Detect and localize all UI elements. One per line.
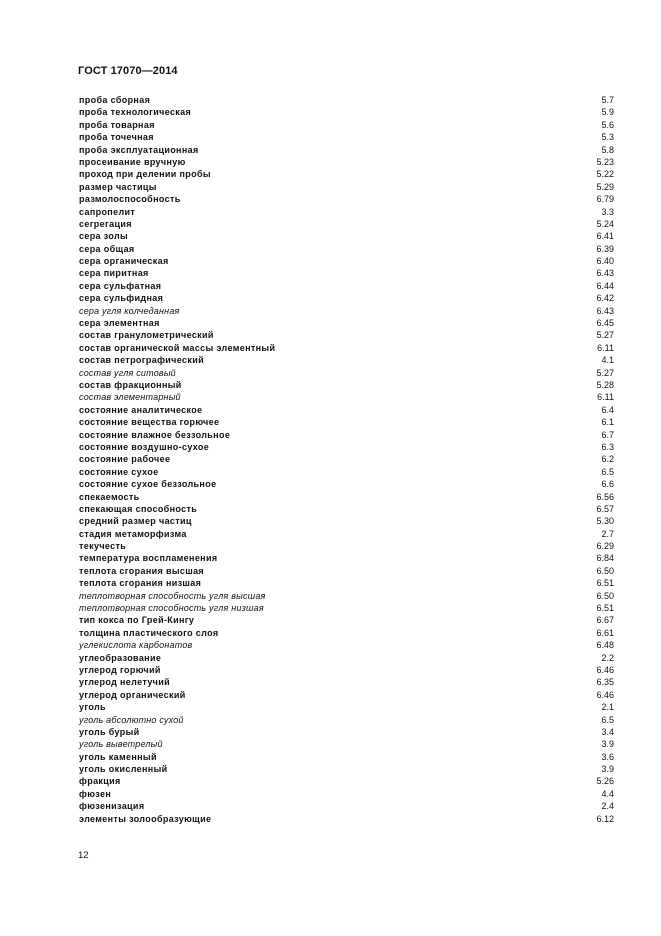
index-reference: 6.5 (601, 714, 614, 725)
index-entry (79, 540, 614, 552)
index-entry (79, 193, 614, 205)
index-term: теплота сгорания низшая (79, 578, 202, 589)
alphabetical-term-index (79, 94, 614, 825)
index-term: сера сульфатная (79, 280, 162, 291)
index-reference: 6.44 (596, 280, 614, 291)
index-term: сера угля колчеданная (79, 305, 180, 316)
index-term: теплотворная способность угля высшая (79, 590, 266, 601)
index-entry (79, 478, 614, 490)
index-term: состав органической массы элементный (79, 342, 276, 353)
index-reference: 6.50 (596, 565, 614, 576)
index-entry (79, 280, 614, 292)
index-reference: 2.7 (601, 528, 614, 539)
index-term: фракция (79, 776, 121, 787)
index-entry (79, 391, 614, 403)
index-entry (79, 466, 614, 478)
index-term: состояние сухое беззольное (79, 479, 217, 490)
index-reference: 5.26 (596, 776, 614, 787)
index-reference: 5.28 (596, 379, 614, 390)
index-entry (79, 255, 614, 267)
index-entry (79, 453, 614, 465)
index-reference: 3.3 (601, 206, 614, 217)
index-entry (79, 429, 614, 441)
index-reference: 6.48 (596, 640, 614, 651)
index-term: толщина пластического слоя (79, 627, 219, 638)
index-term: сера золы (79, 231, 129, 242)
index-term: теплотворная способность угля низшая (79, 603, 264, 614)
index-term: углерод органический (79, 689, 186, 700)
index-term: состав фракционный (79, 379, 182, 390)
index-reference: 6.11 (597, 342, 614, 353)
index-reference: 6.45 (596, 318, 614, 329)
index-term: текучесть (79, 541, 127, 552)
index-reference: 5.27 (596, 367, 614, 378)
index-reference: 6.79 (596, 194, 614, 205)
index-reference: 4.1 (601, 355, 614, 366)
index-entry (79, 701, 614, 713)
page-number: 12 (78, 850, 89, 861)
index-reference: 6.50 (596, 590, 614, 601)
index-entry (79, 503, 614, 515)
index-term: проход при делении пробы (79, 169, 211, 180)
index-term: уголь окисленный (79, 764, 168, 775)
index-reference: 5.23 (596, 156, 614, 167)
index-term: спекающая способность (79, 503, 198, 514)
index-term: состояние сухое (79, 466, 159, 477)
index-entry (79, 367, 614, 379)
index-entry (79, 441, 614, 453)
index-reference: 6.57 (596, 503, 614, 514)
index-reference: 2.4 (601, 801, 614, 812)
index-reference: 6.39 (596, 243, 614, 254)
index-term: просеивание вручную (79, 156, 186, 167)
index-entry (79, 639, 614, 651)
index-term: сера пиритная (79, 268, 149, 279)
index-reference: 2.2 (601, 652, 614, 663)
document-header: ГОСТ 17070—2014 (78, 65, 178, 77)
index-term: уголь (79, 702, 106, 713)
index-reference: 6.6 (601, 479, 614, 490)
index-reference: 6.84 (596, 553, 614, 564)
index-reference: 6.43 (596, 305, 614, 316)
index-reference: 6.29 (596, 541, 614, 552)
index-term: состояние аналитическое (79, 404, 203, 415)
index-entry (79, 627, 614, 639)
index-reference: 3.9 (601, 739, 614, 750)
index-term: состав гранулометрический (79, 330, 214, 341)
index-entry (79, 813, 614, 825)
index-reference: 6.61 (596, 627, 614, 638)
index-reference: 6.46 (596, 664, 614, 675)
index-term: стадия метаморфизма (79, 528, 187, 539)
index-entry (79, 763, 614, 775)
index-entry (79, 676, 614, 688)
index-reference: 5.27 (596, 330, 614, 341)
index-term: состав петрографический (79, 355, 204, 366)
index-reference: 6.7 (601, 429, 614, 440)
index-term: фюзен (79, 788, 112, 799)
index-reference: 3.6 (601, 751, 614, 762)
index-entry (79, 751, 614, 763)
index-entry (79, 565, 614, 577)
index-term: уголь абсолютно сухой (79, 714, 184, 725)
index-term: спекаемость (79, 491, 140, 502)
index-entry (79, 416, 614, 428)
index-term: уголь выветрелый (79, 739, 163, 750)
index-term: уголь каменный (79, 751, 157, 762)
index-term: сера элементная (79, 318, 160, 329)
index-term: состояние вещества горючее (79, 417, 220, 428)
index-entry (79, 144, 614, 156)
index-entry (79, 379, 614, 391)
index-reference: 6.41 (596, 231, 614, 242)
index-entry (79, 156, 614, 168)
index-term: состояние рабочее (79, 454, 171, 465)
index-reference: 5.24 (596, 218, 614, 229)
index-entry (79, 738, 614, 750)
index-reference: 5.29 (596, 181, 614, 192)
index-entry (79, 652, 614, 664)
index-reference: 4.4 (601, 788, 614, 799)
index-entry (79, 342, 614, 354)
index-entry (79, 292, 614, 304)
index-reference: 5.6 (601, 119, 614, 130)
index-term: сегрегация (79, 218, 132, 229)
index-reference: 5.8 (601, 144, 614, 155)
index-term: элементы золообразующие (79, 813, 212, 824)
index-reference: 6.46 (596, 689, 614, 700)
index-reference: 6.42 (596, 293, 614, 304)
index-term: углерод нелетучий (79, 677, 171, 688)
index-term: размер частицы (79, 181, 157, 192)
index-reference: 6.1 (601, 417, 614, 428)
index-term: размолоспособность (79, 194, 181, 205)
index-term: сера общая (79, 243, 135, 254)
index-term: средний размер частиц (79, 516, 192, 527)
index-reference: 6.35 (596, 677, 614, 688)
index-entry (79, 775, 614, 787)
index-term: сапропелит (79, 206, 136, 217)
index-term: сера сульфидная (79, 293, 164, 304)
index-reference: 5.9 (601, 107, 614, 118)
index-reference: 6.56 (596, 491, 614, 502)
index-entry (79, 119, 614, 131)
index-term: сера органическая (79, 256, 169, 267)
index-term: проба эксплуатационная (79, 144, 199, 155)
index-entry (79, 614, 614, 626)
index-reference: 6.12 (596, 813, 614, 824)
index-term: проба сборная (79, 95, 151, 105)
index-entry (79, 602, 614, 614)
index-reference: 5.22 (596, 169, 614, 180)
index-reference: 5.7 (601, 95, 614, 105)
index-reference: 6.4 (601, 404, 614, 415)
index-reference: 2.1 (601, 702, 614, 713)
index-term: проба товарная (79, 119, 155, 130)
index-term: углеобразование (79, 652, 162, 663)
index-entry (79, 664, 614, 676)
index-reference: 6.67 (596, 615, 614, 626)
index-entry (79, 404, 614, 416)
index-term: состав угля ситовый (79, 367, 176, 378)
index-entry (79, 726, 614, 738)
index-reference: 3.9 (601, 764, 614, 775)
index-entry (79, 243, 614, 255)
index-entry (79, 590, 614, 602)
index-entry (79, 528, 614, 540)
index-entry (79, 267, 614, 279)
index-entry (79, 689, 614, 701)
index-reference: 6.43 (596, 268, 614, 279)
index-reference: 6.51 (596, 603, 614, 614)
index-entry (79, 305, 614, 317)
index-term: теплота сгорания высшая (79, 565, 205, 576)
index-term: углекислота карбонатов (79, 640, 193, 651)
index-entry (79, 800, 614, 812)
index-entry (79, 714, 614, 726)
index-term: фюзенизация (79, 801, 145, 812)
index-reference: 6.3 (601, 441, 614, 452)
index-entry (79, 577, 614, 589)
index-entry (79, 329, 614, 341)
index-entry (79, 168, 614, 180)
index-reference: 6.11 (597, 392, 614, 403)
index-entry (79, 552, 614, 564)
index-reference: 6.40 (596, 256, 614, 267)
index-entry (79, 491, 614, 503)
index-entry (79, 106, 614, 118)
index-entry (79, 218, 614, 230)
index-term: уголь бурый (79, 726, 140, 737)
index-reference: 6.2 (601, 454, 614, 465)
index-entry (79, 515, 614, 527)
index-reference: 6.5 (601, 466, 614, 477)
index-entry (79, 230, 614, 242)
index-reference: 5.3 (601, 132, 614, 143)
index-term: проба точечная (79, 132, 154, 143)
index-term: состояние влажное беззольное (79, 429, 231, 440)
index-reference: 3.4 (601, 726, 614, 737)
index-term: тип кокса по Грей-Кингу (79, 615, 195, 626)
index-entry (79, 94, 614, 106)
index-entry (79, 206, 614, 218)
index-term: углерод горючий (79, 664, 161, 675)
index-entry (79, 181, 614, 193)
index-reference: 6.51 (596, 578, 614, 589)
index-reference: 5.30 (596, 516, 614, 527)
index-term: температура воспламенения (79, 553, 218, 564)
index-term: состав элементарный (79, 392, 181, 403)
index-entry (79, 131, 614, 143)
index-entry (79, 354, 614, 366)
index-entry (79, 788, 614, 800)
index-entry (79, 317, 614, 329)
index-term: проба технологическая (79, 107, 192, 118)
index-term: состояние воздушно-сухое (79, 441, 210, 452)
